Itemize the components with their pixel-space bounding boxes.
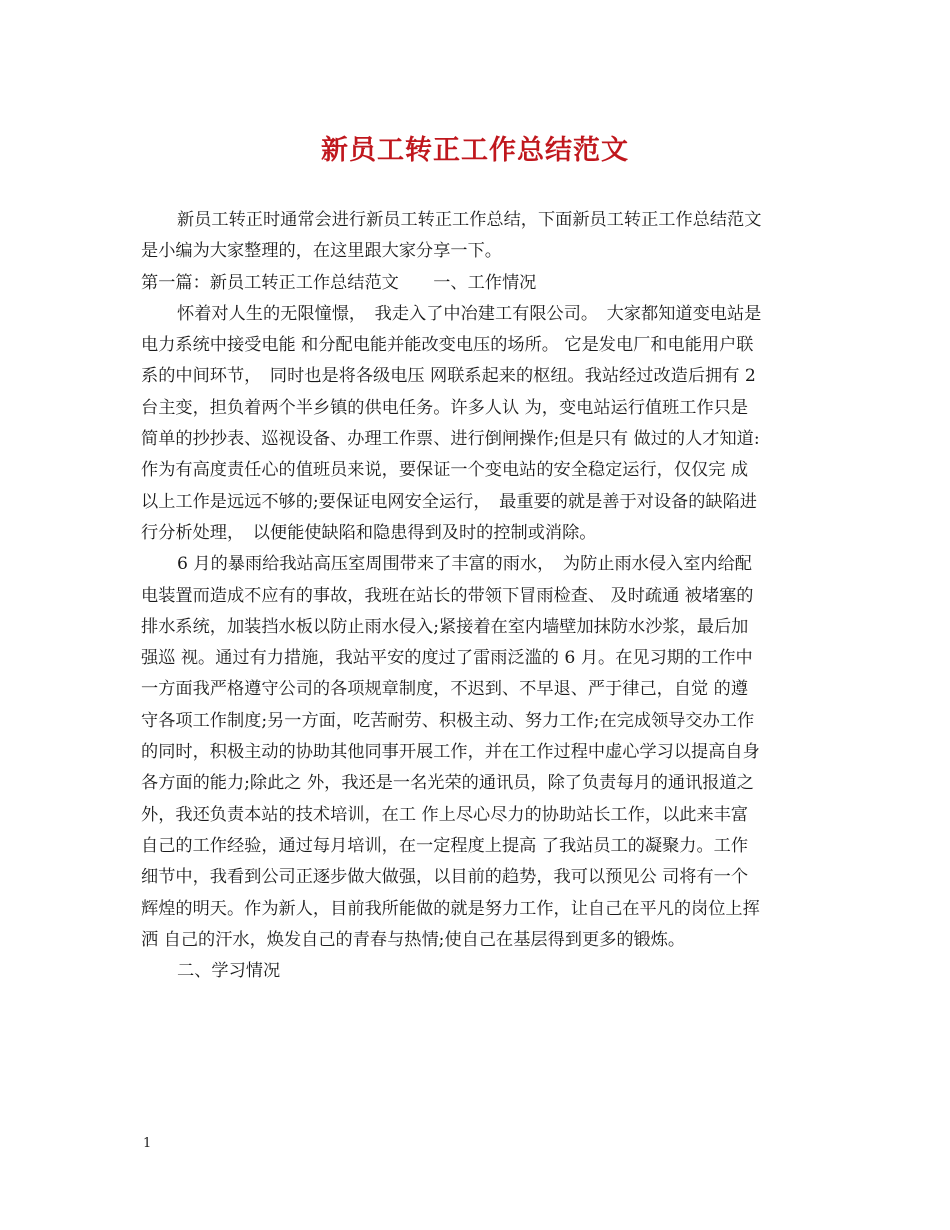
text-line: 台主变，担负着两个半乡镇的供电任务。许多人认 为，变电站运行值班工作只是 (141, 397, 749, 418)
text-line: 强巡 视。通过有力措施，我站平安的度过了雷雨泛滥的 6 月。在见习期的工作中 (141, 648, 753, 669)
text-line: 细节中，我看到公司正逐步做大做强，以目前的趋势，我可以预见公 司将有一个 (141, 867, 749, 888)
text-line: 电装置而造成不应有的事故，我班在站长的带领下冒雨检查、 及时疏通 被堵塞的 (141, 585, 754, 606)
text-line: 的同时，积极主动的协助其他同事开展工作，并在工作过程中虚心学习以提高自身 (141, 742, 760, 763)
text-line: 行分析处理， 以便能使缺陷和隐患得到及时的控制或消除。 (141, 522, 597, 543)
text-line: 洒 自己的汗水，焕发自己的青春与热情;使自己在基层得到更多的锻炼。 (141, 929, 686, 950)
text-line: 电力系统中接受电能 和分配电能并能改变电压的场所。 它是发电厂和电能用户联 (141, 335, 754, 356)
document-body (141, 205, 813, 987)
text-line: 外，我还负责本站的技术培训，在工 作上尽心尽力的协助站长工作，以此来丰富 (141, 804, 749, 825)
text-line: 排水系统，加装挡水板以防止雨水侵入;紧接着在室内墙壁加抹防水沙浆，最后加 (141, 616, 749, 637)
text-line: 系的中间环节， 同时也是将各级电压 网联系起来的枢纽。我站经过改造后拥有 2 (141, 366, 756, 387)
text-line: 怀着对人生的无限憧憬， 我走入了中冶建工有限公司。 大家都知道变电站是 (177, 303, 762, 324)
section-heading-line: 二、学习情况 (177, 961, 281, 982)
text-line: 以上工作是远远不够的;要保证电网安全运行， 最重要的就是善于对设备的缺陷进 (141, 491, 757, 512)
text-line: 6 月的暴雨给我站高压室周围带来了丰富的雨水， 为防止雨水侵入室内给配 (177, 554, 752, 575)
text-line: 是小编为大家整理的，在这里跟大家分享一下。 (141, 241, 502, 262)
text-line: 新员工转正时通常会进行新员工转正工作总结，下面新员工转正工作总结范文 (177, 210, 762, 230)
text-line: 简单的抄抄表、巡视设备、办理工作票、进行倒闸操作;但是只有 做过的人才知道: (141, 429, 760, 450)
text-line: 各方面的能力;除此之 外，我还是一名光荣的通讯员，除了负责每月的通讯报道之 (141, 773, 754, 794)
text-line: 守各项工作制度;另一方面，吃苦耐劳、积极主动、努力工作;在完成领导交办工作 (141, 710, 755, 731)
text-line: 一方面我严格遵守公司的各项规章制度，不迟到、不早退、严于律己，自觉 的遵 (141, 679, 749, 700)
text-line: 作为有高度责任心的值班员来说，要保证一个变电站的安全稳定运行，仅仅完 成 (141, 460, 749, 481)
section-heading-line: 第一篇：新员工转正工作总结范文 一、工作情况 (141, 272, 537, 293)
page-number: 1 (143, 1136, 152, 1151)
text-line: 辉煌的明天。作为新人，目前我所能做的就是努力工作，让自己在平凡的岗位上挥 (141, 898, 760, 919)
text-line: 自己的工作经验，通过每月培训，在一定程度上提高 了我站员工的凝聚力。工作 (141, 835, 749, 856)
document-title: 新员工转正工作总结范文 (321, 135, 629, 166)
